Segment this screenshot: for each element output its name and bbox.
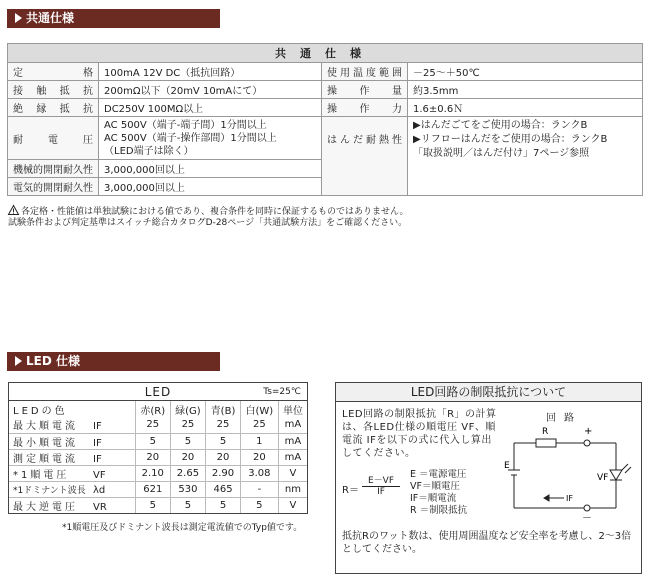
led-value-cell: 5 (135, 497, 170, 513)
terminal-plus (584, 440, 590, 446)
spec-value-line: ▶リフローはんだをご使用の場合：ランクB (413, 134, 608, 145)
spec-label: 操 作 量 (322, 81, 408, 99)
spec-value: 約3.5mm (408, 81, 643, 99)
circuit-description: LED回路の制限抵抗「R」の計算は、各LED仕様の順電圧 VF、順電流 IFを以下の式に代入し算出してください。 (342, 409, 497, 459)
led-param-cell (9, 465, 135, 481)
resistor-symbol (536, 439, 556, 447)
led-table-row (9, 449, 307, 465)
led-unit-cell: mA (278, 417, 307, 433)
led-value-cell: - (240, 481, 278, 497)
led-unit-cell: V (278, 497, 307, 513)
label-plus: + (584, 426, 593, 437)
spec-value: 1.6±0.6Ｎ (408, 99, 643, 117)
led-value-cell: 530 (170, 481, 206, 497)
note-text: 各定格・性能値は単独試験における値であり、複合条件を同時に保証するものではありません。 (21, 207, 409, 217)
led-param-cell (9, 433, 135, 449)
led-col-header: 赤(R) (135, 401, 170, 417)
led-table-row (9, 481, 307, 497)
led-value-cell: 25 (206, 417, 241, 433)
led-value-cell: 25 (135, 417, 170, 433)
led-value-cell: 621 (135, 481, 170, 497)
spec-value (99, 117, 322, 160)
triangle-icon (15, 356, 22, 366)
led-value-cell: 5 (206, 497, 241, 513)
led-param-name: *1ドミナント波長 (13, 485, 86, 496)
led-param-symbol: IF (93, 421, 102, 433)
led-table-title-text: LED (144, 385, 172, 399)
note-text: 試験条件および判定基準はスイッチ総合カタログD-28ページ「共通試験方法」をご確認ください。 (8, 218, 408, 228)
label-r: R (542, 427, 549, 437)
spec-value-line: ▶はんだごてをご使用の場合：ランクB (413, 120, 588, 131)
common-spec-table (7, 43, 643, 196)
led-value-cell: 5 (135, 433, 170, 449)
section-header-label: LED 仕様 (26, 354, 80, 368)
spec-value (408, 117, 643, 196)
led-param-name: 最大順電流 (13, 421, 78, 433)
legend-line: E ＝電源電圧 (410, 469, 467, 480)
led-unit-cell: V (278, 465, 307, 481)
led-value-cell: 20 (135, 449, 170, 465)
led-param-name: 最大逆電圧 (13, 501, 78, 513)
circuit-diagram (504, 418, 639, 524)
led-spec-box (8, 382, 308, 514)
circuit-diagram-label: 回路 (546, 413, 582, 424)
spec-value: 100mA 12V DC（抵抗回路） (99, 63, 322, 81)
spec-value-line: （LED端子は除く） (104, 146, 194, 157)
spec-label: 機械的開閉耐久性 (8, 160, 99, 178)
triangle-icon (15, 13, 22, 23)
led-value-cell: 2.90 (206, 465, 241, 481)
wattage-note: 抵抗Rのワット数は、使用周囲温度など安全率を考慮し、2〜3倍としてください。 (342, 531, 632, 555)
led-value-cell: 1 (240, 433, 278, 449)
section-header-label: 共通仕様 (26, 11, 75, 25)
led-unit-cell: mA (278, 449, 307, 465)
formula-legend (410, 469, 467, 517)
led-value-cell: 3.08 (240, 465, 278, 481)
legend-line: VF＝順電圧 (410, 481, 460, 492)
temperature-condition: Ts=25℃ (263, 387, 301, 397)
led-col-header: 青(B) (206, 401, 241, 417)
spec-value: －25〜＋50℃ (408, 63, 643, 81)
led-value-cell: 20 (170, 449, 206, 465)
led-symbol (610, 470, 622, 480)
led-col-header: 単位 (278, 401, 307, 417)
spec-label: 電気的開閉耐久性 (8, 178, 99, 196)
led-table-header-row (9, 401, 307, 417)
current-arrow-head (544, 495, 549, 501)
led-col-header: 白(W) (240, 401, 278, 417)
formula-denominator: IF (377, 487, 385, 497)
spec-label: 操 作 力 (322, 99, 408, 117)
led-param-cell (9, 417, 135, 433)
led-table-title (9, 383, 307, 401)
section-header-common (7, 9, 220, 28)
led-value-cell: 20 (206, 449, 241, 465)
common-notes (8, 205, 409, 229)
label-minus: － (582, 513, 592, 524)
led-value-cell: 465 (206, 481, 241, 497)
circuit-title: LED回路の制限抵抗について (336, 383, 641, 402)
led-param-symbol: VF (93, 469, 106, 481)
spec-label: 使 用 温 度 範 囲 (322, 63, 408, 81)
led-param-symbol: λd (93, 484, 106, 496)
led-param-name: 最小順電流 (13, 437, 78, 449)
label-vf: VF (597, 473, 609, 483)
spec-value: 3,000,000回以上 (99, 178, 322, 196)
led-param-cell (9, 497, 135, 513)
legend-line: R ＝制限抵抗 (410, 505, 468, 516)
section-header-led (7, 352, 220, 371)
formula-lhs: R＝ (342, 485, 359, 496)
led-param-symbol: IF (93, 453, 102, 465)
led-emission (625, 467, 631, 473)
warning-icon (8, 205, 19, 215)
legend-line: IF＝順電流 (410, 493, 457, 504)
led-table-row (9, 417, 307, 433)
led-value-cell: 5 (170, 497, 206, 513)
led-footnote: *1順電圧及びドミナント波長は測定電流値でのTyp値です。 (62, 523, 303, 533)
led-value-cell: 25 (170, 417, 206, 433)
spec-label: は ん だ 耐 熱 性 (322, 117, 408, 196)
led-table-row (9, 465, 307, 481)
led-value-cell: 5 (240, 497, 278, 513)
circuit-box (335, 382, 642, 574)
spec-value-line: AC 500V（端子-操作部間）1分間以上 (104, 133, 277, 144)
spec-value: 200mΩ以下（20mV 10mAにて） (99, 81, 322, 99)
led-spec-table (9, 401, 307, 513)
spec-value: 3,000,000回以上 (99, 160, 322, 178)
led-unit-cell: nm (278, 481, 307, 497)
led-unit-cell: mA (278, 433, 307, 449)
led-value-cell: 2.65 (170, 465, 206, 481)
led-value-cell: 5 (170, 433, 206, 449)
note-line (8, 205, 409, 218)
spec-label: 耐 電 圧 (8, 117, 99, 160)
led-param-name: *1順電圧 (13, 469, 70, 481)
spec-value-line: AC 500V（端子-端子間）1分間以上 (104, 120, 267, 131)
led-param-name: 測定順電流 (13, 453, 78, 465)
led-value-cell: 2.10 (135, 465, 170, 481)
led-value-cell: 5 (206, 433, 241, 449)
spec-label: 定 格 (8, 63, 99, 81)
note-line (8, 218, 409, 229)
spec-value-line: 「取扱説明／はんだ付け」7ページ参照 (413, 148, 590, 159)
led-col-header: 緑(G) (170, 401, 206, 417)
spec-label: 接 触 抵 抗 (8, 81, 99, 99)
led-param-cell (9, 449, 135, 465)
led-param-symbol: VR (93, 501, 107, 513)
spec-value: DC250V 100MΩ以上 (99, 99, 322, 117)
label-if: IF (566, 494, 573, 503)
label-e: E (504, 461, 510, 471)
spec-label: 絶 縁 抵 抗 (8, 99, 99, 117)
led-col-header: LEDの色 (13, 405, 68, 417)
led-value-cell: 25 (240, 417, 278, 433)
terminal-minus (584, 505, 590, 511)
led-table-row (9, 497, 307, 513)
led-value-cell: 20 (240, 449, 278, 465)
led-param-cell (9, 481, 135, 497)
led-emission (622, 464, 628, 470)
led-param-symbol: IF (93, 437, 102, 449)
formula-numerator: E－VF (362, 473, 400, 487)
led-table-row (9, 433, 307, 449)
common-spec-title: 共通仕様 (8, 44, 643, 63)
